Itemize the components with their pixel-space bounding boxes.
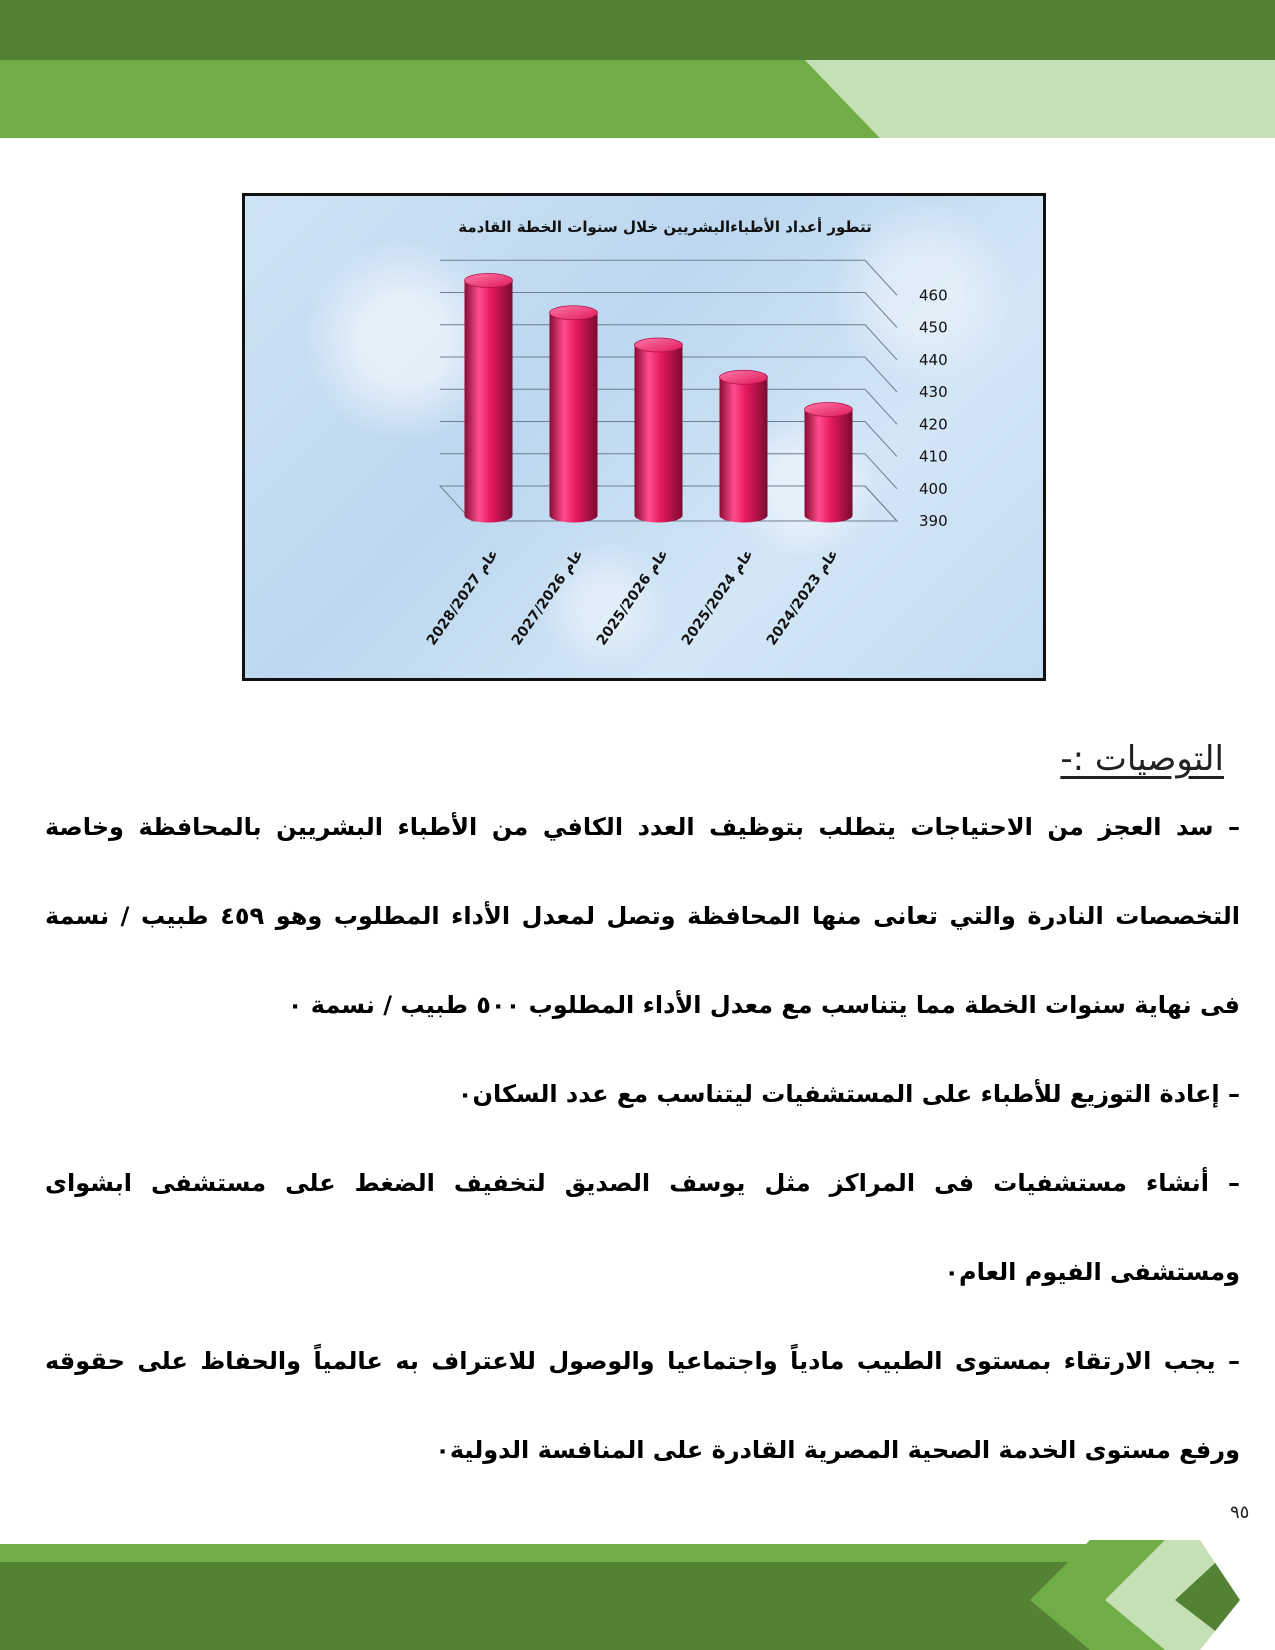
- header-mid-green-shape: [0, 60, 880, 138]
- y-tick-label: 400: [919, 479, 948, 498]
- page-number: ٩٥: [1230, 1502, 1250, 1523]
- header-band: [0, 0, 1275, 140]
- x-tick-label: عام 2028/2027: [423, 546, 502, 649]
- y-tick-label: 460: [919, 286, 948, 305]
- y-tick-label: 450: [919, 318, 948, 337]
- footer-band: [0, 1540, 1275, 1650]
- y-tick-label: 440: [919, 350, 948, 369]
- x-tick-label: عام 2024/2023: [763, 546, 842, 649]
- chart-bar-body: [805, 410, 853, 523]
- chart-bars: [465, 274, 853, 523]
- y-tick-label: 390: [919, 512, 948, 530]
- chart-bar-body: [465, 281, 513, 523]
- recommendations-section: [45, 735, 1240, 1495]
- x-tick-label: عام 2027/2026: [508, 546, 587, 649]
- y-tick-label: 430: [919, 383, 948, 401]
- chart-bar-body: [720, 377, 768, 522]
- chart-bar-body: [635, 345, 683, 522]
- chart-bar: [805, 403, 853, 523]
- chart-bar-body: [550, 313, 598, 523]
- x-tick-label: عام 2025/2026: [593, 546, 672, 649]
- chart-bar-top: [805, 403, 853, 417]
- chart-bar: [465, 274, 513, 523]
- chart-bar-top: [550, 306, 598, 320]
- chart-bar: [550, 306, 598, 523]
- chart-bar-top: [465, 274, 513, 288]
- chart-bar-top: [635, 338, 683, 352]
- header-dark-green-strip: [0, 0, 1275, 60]
- chart-y-axis: [919, 286, 948, 530]
- chart-x-axis: [424, 547, 842, 649]
- chart-bar-top: [720, 370, 768, 384]
- recommendation-paragraph: – يجب الارتقاء بمستوى الطبيب مادياً واجتماعيا والوصول للاعتراف به عالمياً والحفاظ على حقوقه ورفع مستوى الخدمة الصحية المصرية القادرة على المنافسة الدولية٠: [45, 1347, 1240, 1464]
- x-tick-label: عام 2025/2024: [678, 546, 757, 649]
- chart-bar: [635, 338, 683, 522]
- y-tick-label: 420: [919, 415, 948, 434]
- chart-bar: [720, 370, 768, 522]
- chart-frame: [242, 193, 1046, 681]
- bar-chart: [245, 196, 1043, 678]
- chart-title: تتطور أعداد الأطباءالبشريين خلال سنوات الخطة القادمة: [458, 218, 872, 236]
- recommendations-heading: التوصيات :-: [1060, 739, 1224, 779]
- recommendation-paragraph: – إعادة التوزيع للأطباء على المستشفيات ليتناسب مع عدد السكان٠: [457, 1080, 1240, 1108]
- recommendation-paragraph: – أنشاء مستشفيات فى المراكز مثل يوسف الصديق لتخفيف الضغط على مستشفى ابشواى ومستشفى الفيوم العام٠: [45, 1169, 1240, 1286]
- recommendation-paragraph: – سد العجز من الاحتياجات يتطلب بتوظيف العدد الكافي من الأطباء البشريين بالمحافظة وخاصة التخصصات النادرة والتي تعانى منها المحافظة وتصل لمعدل الأداء المطلوب وهو ٤٥٩ طبيب / نسمة فى نهاية سنوات الخطة مما يتناسب مع معدل الأداء المطلوب ٥٠٠ طبيب / نسمة ٠: [45, 813, 1241, 1019]
- header-light-green-shape: [805, 60, 1275, 138]
- y-tick-label: 410: [919, 447, 948, 466]
